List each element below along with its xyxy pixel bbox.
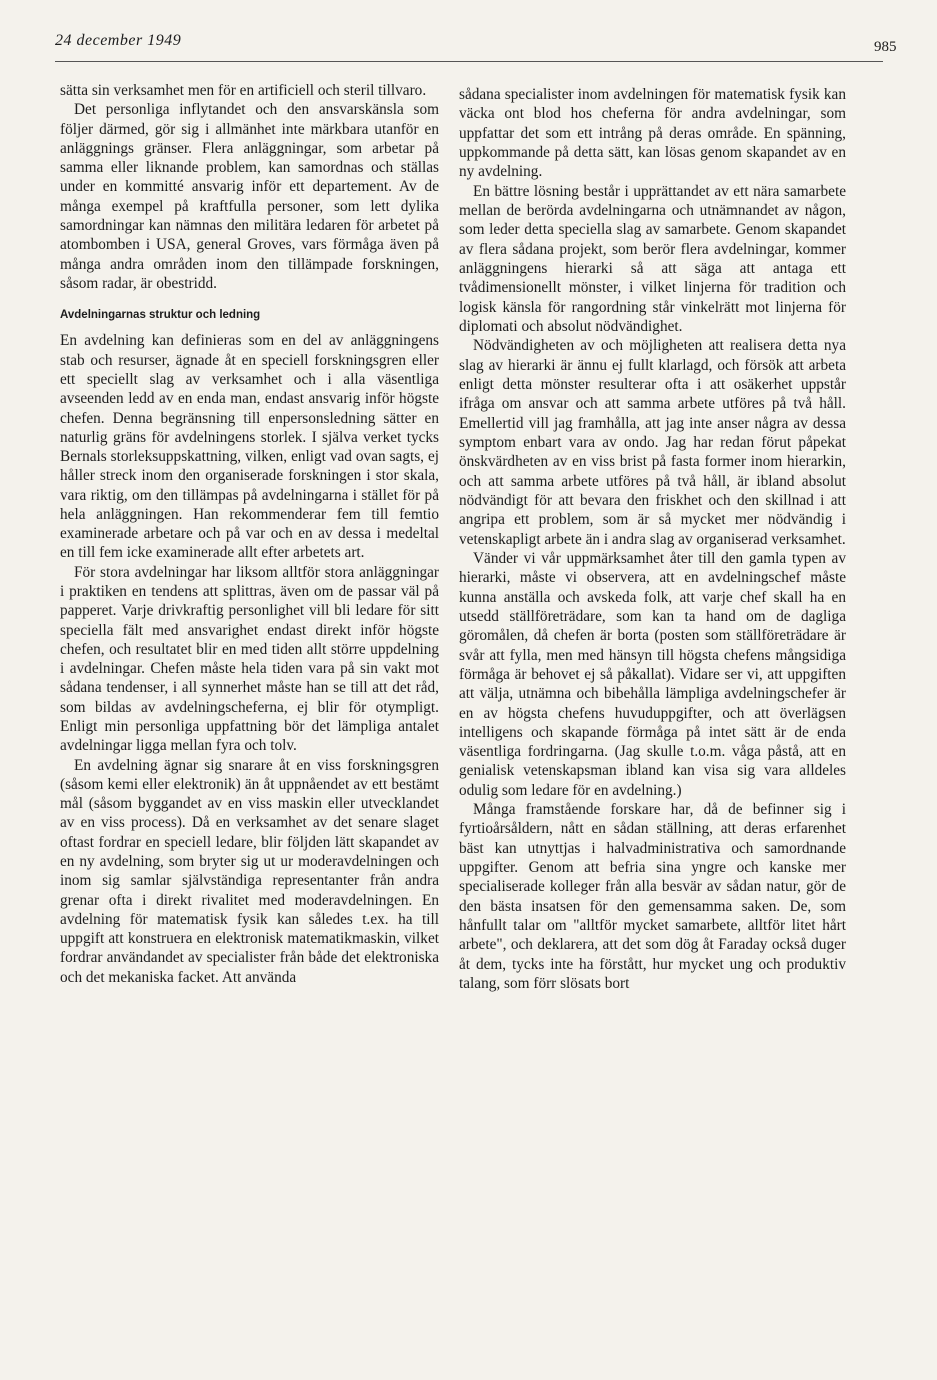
left-paragraph-3: En avdelning kan definieras som en del av anläggningens stab och resurser, ägnade åt en speciell forskningsgren eller ett speciellt slag av verksamhet och i alla väsentliga avseenden ledd av en enda man, endast ansvarig inför högste chefen. Denna begränsning till enpersonsledning sätter en naturlig gräns för avdelningens storlek. I själva verket tycks Bernals storleksuppskattning, vilken, enligt vad ovan sagts, ej håller streck inom den organiserade forskningen i stor skala, vara riktig, om den tillämpas på avdelningarna i stället för på hela anläggningen. Han rekommenderar fem till femtio examinerade arbetare och på var och en av dessa i medeltal en till fem icke examinerade allt efter arbetets art.	[60, 332, 439, 562]
left-paragraph-2: Det personliga inflytandet och den ansvarskänsla som följer därmed, gör sig i allmänhet inte märkbara utanför en anläggnings gränser. Flera anläggningar, som arbetar på samma eller liknande problem, kan samordnas och ställas under en kommitté ansvarig inför ett departement. Av de många exempel på kraftfulla personer, som lett dylika samordningar kan nämnas den militära ledaren för arbetet på atombomben i USA, general Groves, vars förmåga även på många andra områden inom den tillämpade forskningen, såsom radar, är obestridd.	[60, 101, 439, 292]
right-paragraph-3: Nödvändigheten av och möjligheten att realisera detta nya slag av hierarki är ännu ej fullt klarlagd, och försök att arbeta enligt detta mönster resulterar ofta i att osäkerhet uppstår ifråga om ansvar och att samma arbete utföres på två håll. Emellertid vill jag framhålla, att jag inte anser några av dessa symptom enbart vara av ondo. Jag har redan förut påpekat önskvärdheten av en viss brist på fasta former inom hierarkin, och att samma arbete utföres på två håll, är ibland absolut nödvändigt för att bevara den friskhet och den skillnad i att angripa ett problem, som är så mycket mer nödvändig i vetenskapligt arbete än i andra slag av organiserad verksamhet.	[459, 337, 846, 548]
right-paragraph-2: En bättre lösning består i upprättandet av ett nära samarbete mellan de berörda avdelningarna och utnämnandet av någon, som leder detta speciella slag av samarbete. Genom skapandet av flera sådana projekt, som berör flera avdelningar, kommer anläggningens hierarki så att säga att antaga ett tvådimensionellt mönster, i vilket linjerna för tradition och logisk känsla för rangordning står vinkelrätt mot linjerna för diplomati och absolut nödvändighet.	[459, 182, 846, 335]
right-paragraph-5: Många framstående forskare har, då de befinner sig i fyrtioårsåldern, nått en sådan ställning, att deras erfarenhet bäst kan utnyttjas i halvadministrativa och samordnande uppgifter. Genom att befria sina yngre och kanske mer specialiserade kolleger från alla besvär av sådan natur, gör de den bästa insatsen för den gemensamma saken. De, som hånfullt talar om "alltför mycket samarbete, alltför litet hårt arbete", och deklarera, att det som dög åt Faraday också duger åt dem, tycks inte ha förstått, hur mycket ung och produktiv talang, som förr slösats bort	[459, 801, 846, 993]
header-rule	[55, 61, 883, 62]
left-paragraph-4: För stora avdelningar har liksom alltför stora anläggningar i praktiken en tendens att splittras, även om de passar väl på papperet. Varje drivkraftig personlighet vill bli ledare för sitt speciella fält med ansvarighet endast direkt inför högste chefen, och resultatet blir en med tiden allt större uppdelning i avdelningar. Chefen måste hela tiden vara på sin vakt mot sådana tendenser, i all synnerhet måste han se till att det råd, som bildas av avdelningscheferna, ej blir för otympligt. Enligt min personliga uppfattning bör det lämpliga antalet avdelningar ligga mellan fyra och tolv.	[60, 563, 439, 755]
right-column	[459, 85, 846, 993]
page-number: 985	[874, 39, 897, 55]
left-paragraph-1: sätta sin verksamhet men för en artificiell och steril tillvaro.	[60, 82, 427, 99]
header-date: 24 december 1949	[55, 32, 182, 49]
left-paragraph-5: En avdelning ägnar sig snarare åt en viss forskningsgren (såsom kemi eller elektronik) än åt uppnåendet av ett bestämt mål (såsom byggandet av en viss maskin eller utvecklandet av en viss process). Då en verksamhet av det senare slaget oftast fordrar en speciell ledare, blir följden lätt skapandet av en ny avdelning, som bryter sig ut ur moderavdelningen och inom sig samlar självständiga representanter från andra grenar ofta i direkt rivalitet med moderavdelningen. En avdelning för matematisk fysik kan således t.ex. ha till uppgift att konstruera en elektronisk matematikmaskin, vilket fordrar användandet av specialister från både det elektroniska och det mekaniska facket. Att använda	[60, 756, 439, 986]
section-heading: Avdelningarnas struktur och ledning	[60, 309, 261, 322]
right-paragraph-1: sådana specialister inom avdelningen för matematisk fysik kan väcka ont blod hos cheferna för andra avdelningar, som uppfattar det som ett intrång på deras område. En spänning, uppkommande på detta sätt, kan lösas genom skapandet av en ny avdelning.	[459, 86, 846, 181]
left-column	[60, 81, 439, 987]
right-paragraph-4: Vänder vi vår uppmärksamhet åter till den gamla typen av hierarki, måste vi observera, att en avdelningschef måste kunna anställa och avskeda folk, att varje chef skall ha en utsedd ställföreträdare, som kan ta hand om de dagliga göromålen, då chefen är borta (posten som ställföreträdare är svår att fylla, men med hänsyn till högsta chefens mångsidiga förmåga är behovet ej så påkallat). Vidare ser vi, att uppgiften att välja, utnämna och bibehålla lämpliga avdelningschefer är en av högsta chefens huvuduppgifter, och att överlägsen intelligens och skapande förmåga på intet sätt är de enda väsentliga fordringarna. (Jag skulle t.o.m. våga påstå, att en genialisk vetenskapsman ibland kan visa sig vara alldeles odulig som ledare för en avdelning.)	[459, 549, 846, 799]
